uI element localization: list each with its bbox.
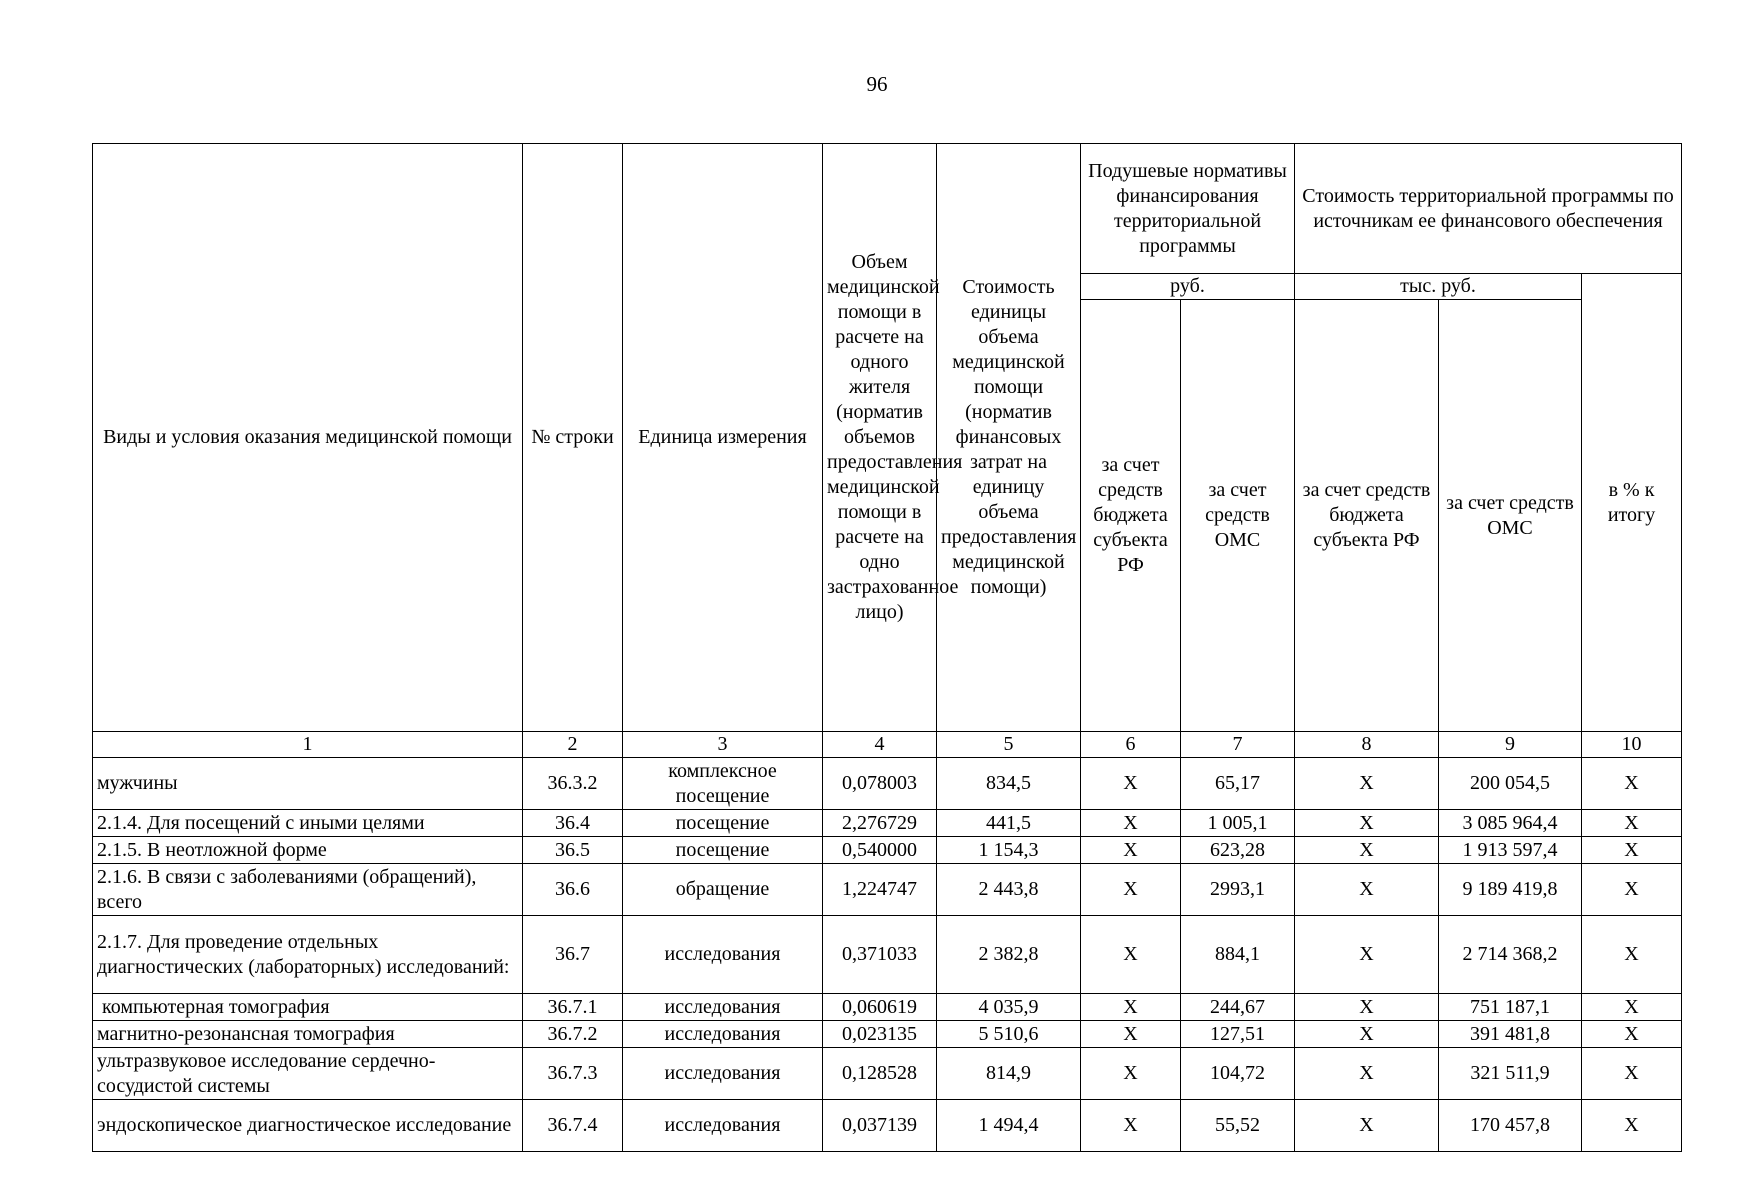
column-number: 9 [1439,732,1582,758]
row-oms-thous: 391 481,8 [1439,1021,1582,1048]
column-number: 7 [1181,732,1295,758]
row-name: эндоскопическое диагностическое исследование [93,1100,523,1152]
row-oms: 127,51 [1181,1021,1295,1048]
row-unit: посещение [623,810,823,837]
row-unit-cost: 834,5 [937,758,1081,810]
row-volume: 0,037139 [823,1100,937,1152]
row-number: 36.7.1 [523,994,623,1021]
row-budget-rf: Х [1081,758,1181,810]
table-row [93,810,1682,837]
row-number: 36.3.2 [523,758,623,810]
row-budget-rf-thous: Х [1295,1100,1439,1152]
row-percent: Х [1582,810,1682,837]
row-number: 36.4 [523,810,623,837]
row-budget-rf: Х [1081,1021,1181,1048]
page-number: 96 [866,72,888,96]
table-row [93,1100,1682,1152]
column-number: 1 [93,732,523,758]
row-unit-cost: 2 443,8 [937,864,1081,916]
row-oms-thous: 1 913 597,4 [1439,837,1582,864]
header-thous-rub: тыс. руб. [1295,274,1582,300]
row-name: ультразвуковое исследование сердечно-сосудистой системы [93,1048,523,1100]
row-volume: 0,023135 [823,1021,937,1048]
row-unit-cost: 441,5 [937,810,1081,837]
row-name: 2.1.5. В неотложной форме [93,837,523,864]
row-percent: Х [1582,864,1682,916]
row-oms-thous: 2 714 368,2 [1439,916,1582,994]
row-unit: исследования [623,916,823,994]
row-volume: 2,276729 [823,810,937,837]
table-row [93,1021,1682,1048]
row-volume: 0,540000 [823,837,937,864]
table-row [93,864,1682,916]
row-percent: Х [1582,1021,1682,1048]
header-volume: Объем медицинской помощи в расчете на одного жителя (норматив объемов предоставления медицинской помощи в расчете на одно застрахованное лицо) [823,144,937,732]
row-volume: 0,128528 [823,1048,937,1100]
row-budget-rf: Х [1081,810,1181,837]
header-unit: Единица измерения [623,144,823,732]
row-oms: 65,17 [1181,758,1295,810]
row-volume: 0,078003 [823,758,937,810]
header-per-capita: Подушевые нормативы финансирования территориальной программы [1081,144,1295,274]
header-types: Виды и условия оказания медицинской помощи [93,144,523,732]
column-number-row [93,732,1682,758]
row-name: 2.1.4. Для посещений с иными целями [93,810,523,837]
row-budget-rf: Х [1081,1048,1181,1100]
column-number: 3 [623,732,823,758]
row-percent: Х [1582,758,1682,810]
row-oms: 104,72 [1181,1048,1295,1100]
row-unit-cost: 4 035,9 [937,994,1081,1021]
program-cost-table [92,143,1682,1152]
row-unit: исследования [623,1048,823,1100]
table-row [93,758,1682,810]
row-unit: исследования [623,1100,823,1152]
row-oms-thous: 200 054,5 [1439,758,1582,810]
row-unit-cost: 1 154,3 [937,837,1081,864]
row-oms-thous: 751 187,1 [1439,994,1582,1021]
table-row [93,1048,1682,1100]
row-percent: Х [1582,916,1682,994]
row-budget-rf-thous: Х [1295,837,1439,864]
header-program-cost: Стоимость территориальной программы по источникам ее финансового обеспечения [1295,144,1682,274]
row-volume: 0,371033 [823,916,937,994]
row-unit: посещение [623,837,823,864]
header-row-number: № строки [523,144,623,732]
column-number: 5 [937,732,1081,758]
row-budget-rf: Х [1081,864,1181,916]
row-number: 36.7.3 [523,1048,623,1100]
row-unit: обращение [623,864,823,916]
row-budget-rf: Х [1081,837,1181,864]
row-budget-rf: Х [1081,916,1181,994]
row-budget-rf-thous: Х [1295,810,1439,837]
header-oms-thous: за счет средств ОМС [1439,300,1582,732]
row-oms-thous: 170 457,8 [1439,1100,1582,1152]
row-name: 2.1.6. В связи с заболеваниями (обращений), всего [93,864,523,916]
row-percent: Х [1582,1100,1682,1152]
row-oms: 2993,1 [1181,864,1295,916]
header-budget-rf-thous: за счет средств бюджета субъекта РФ [1295,300,1439,732]
row-unit-cost: 814,9 [937,1048,1081,1100]
column-number: 8 [1295,732,1439,758]
header-budget-rf: за счет средств бюджета субъекта РФ [1081,300,1181,732]
row-percent: Х [1582,837,1682,864]
row-percent: Х [1582,994,1682,1021]
row-unit: комплексное посещение [623,758,823,810]
table-row [93,916,1682,994]
table-row [93,994,1682,1021]
column-number: 4 [823,732,937,758]
row-oms: 55,52 [1181,1100,1295,1152]
row-number: 36.5 [523,837,623,864]
row-budget-rf-thous: Х [1295,916,1439,994]
header-unit-cost: Стоимость единицы объема медицинской помощи (норматив финансовых затрат на единицу объема предоставления медицинской помощи) [937,144,1081,732]
header-oms: за счет средств ОМС [1181,300,1295,732]
row-oms-thous: 3 085 964,4 [1439,810,1582,837]
row-budget-rf: Х [1081,1100,1181,1152]
row-budget-rf-thous: Х [1295,758,1439,810]
row-budget-rf: Х [1081,994,1181,1021]
row-oms-thous: 321 511,9 [1439,1048,1582,1100]
row-number: 36.6 [523,864,623,916]
row-budget-rf-thous: Х [1295,994,1439,1021]
row-unit-cost: 5 510,6 [937,1021,1081,1048]
column-number: 2 [523,732,623,758]
row-volume: 1,224747 [823,864,937,916]
row-percent: Х [1582,1048,1682,1100]
row-budget-rf-thous: Х [1295,1021,1439,1048]
row-name: мужчины [93,758,523,810]
row-name: 2.1.7. Для проведение отдельных диагностических (лабораторных) исследований: [93,916,523,994]
row-oms: 623,28 [1181,837,1295,864]
row-number: 36.7.2 [523,1021,623,1048]
row-number: 36.7.4 [523,1100,623,1152]
row-oms: 884,1 [1181,916,1295,994]
row-budget-rf-thous: Х [1295,864,1439,916]
row-unit-cost: 1 494,4 [937,1100,1081,1152]
row-oms-thous: 9 189 419,8 [1439,864,1582,916]
column-number: 6 [1081,732,1181,758]
row-name: компьютерная томография [93,994,523,1021]
header-rub: руб. [1081,274,1295,300]
row-unit: исследования [623,994,823,1021]
row-oms: 1 005,1 [1181,810,1295,837]
row-budget-rf-thous: Х [1295,1048,1439,1100]
row-oms: 244,67 [1181,994,1295,1021]
column-number: 10 [1582,732,1682,758]
table-row [93,837,1682,864]
row-volume: 0,060619 [823,994,937,1021]
row-unit: исследования [623,1021,823,1048]
header-percent: в % к итогу [1582,274,1682,732]
row-unit-cost: 2 382,8 [937,916,1081,994]
row-name: магнитно-резонансная томография [93,1021,523,1048]
row-number: 36.7 [523,916,623,994]
